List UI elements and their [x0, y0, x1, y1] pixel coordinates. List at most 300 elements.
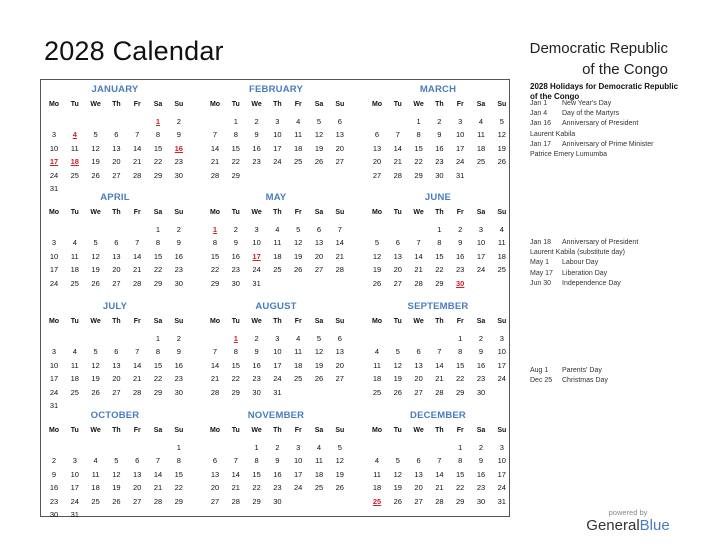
- day-cell: 14: [335, 238, 344, 248]
- day-cell: 10: [497, 456, 506, 466]
- weekday-header: Sa: [314, 209, 324, 216]
- day-cell: 10: [49, 360, 59, 370]
- weekday-header: Mo: [209, 101, 221, 108]
- day-cell: 10: [497, 347, 506, 357]
- day-cell: 8: [458, 456, 463, 466]
- day-cell: 8: [458, 347, 463, 357]
- month-name: APRIL: [100, 192, 130, 203]
- day-cell: 2: [233, 225, 238, 234]
- day-cell: 28: [210, 170, 220, 180]
- day-cell: 23: [252, 157, 261, 167]
- calendar-grid: [40, 79, 510, 517]
- day-cell: 14: [435, 469, 444, 479]
- day-cell: 15: [174, 469, 183, 479]
- day-cell: 1: [233, 117, 238, 126]
- day-cell: 8: [212, 238, 218, 248]
- day-cell: 3: [254, 225, 259, 234]
- day-cell: 8: [155, 238, 161, 248]
- day-cell: 16: [456, 251, 465, 261]
- day-cell: 29: [414, 170, 423, 180]
- day-cell: 16: [476, 360, 486, 370]
- day-cell: 7: [437, 347, 442, 357]
- month-name: DECEMBER: [410, 410, 466, 421]
- day-cell: 6: [337, 334, 342, 343]
- day-cell: 12: [294, 238, 303, 248]
- day-cell: 27: [414, 496, 423, 506]
- day-cell: 18: [294, 143, 303, 153]
- day-cell: 2: [478, 334, 484, 343]
- weekday-header: Su: [497, 318, 507, 325]
- weekday-header: Fr: [294, 318, 302, 325]
- day-cell: 7: [155, 456, 161, 466]
- day-cell: 12: [393, 360, 402, 370]
- day-cell: 27: [133, 496, 142, 506]
- day-cell: 26: [372, 278, 382, 288]
- day-cell: 6: [212, 456, 218, 466]
- weekday-header: Th: [112, 318, 121, 325]
- day-cell: 21: [133, 374, 142, 384]
- day-cell: 7: [135, 347, 140, 357]
- month-name: JUNE: [424, 192, 452, 203]
- day-cell: 21: [435, 374, 444, 384]
- day-cell: 29: [456, 387, 465, 397]
- day-cell: 14: [133, 360, 142, 370]
- holiday-date: Jan 1: [530, 100, 548, 107]
- month-april: [44, 192, 186, 299]
- day-cell: 28: [435, 387, 444, 397]
- day-cell: 9: [458, 238, 463, 248]
- day-cell: 26: [335, 483, 344, 493]
- day-cell: 20: [112, 265, 121, 275]
- day-cell: 21: [393, 157, 402, 167]
- day-cell: 9: [176, 238, 181, 248]
- weekday-header: Mo: [209, 209, 221, 216]
- day-cell: 30: [252, 387, 261, 397]
- weekday-header: We: [251, 318, 262, 325]
- weekday-header: Fr: [294, 209, 302, 216]
- day-cell: 27: [414, 387, 423, 397]
- day-cell: 27: [210, 496, 220, 506]
- weekday-header: Tu: [231, 101, 240, 108]
- day-cell: 12: [393, 469, 402, 479]
- day-cell: 20: [112, 157, 121, 167]
- day-cell: 20: [393, 265, 402, 275]
- weekday-header: We: [90, 209, 101, 216]
- holiday-day-cell: 18: [70, 157, 79, 167]
- day-cell: 24: [70, 496, 79, 506]
- holiday-name: Independence Day: [562, 279, 621, 287]
- day-cell: 20: [414, 374, 423, 384]
- day-cell: 31: [49, 184, 59, 193]
- day-cell: 19: [294, 251, 303, 261]
- day-cell: 16: [174, 251, 183, 261]
- day-cell: 19: [372, 265, 382, 275]
- weekday-header: Fr: [294, 101, 302, 108]
- weekday-header: Sa: [153, 101, 163, 108]
- day-cell: 13: [393, 251, 402, 261]
- day-cell: 15: [153, 360, 163, 370]
- holiday-entry: [530, 269, 690, 279]
- day-cell: 9: [51, 469, 57, 479]
- day-cell: 15: [456, 469, 465, 479]
- weekday-header: Th: [273, 318, 282, 325]
- day-cell: 23: [49, 496, 59, 506]
- day-cell: 6: [416, 347, 421, 357]
- day-cell: 11: [273, 238, 282, 248]
- weekday-header: Fr: [456, 427, 464, 434]
- weekday-header: Su: [497, 209, 507, 216]
- weekday-header: Mo: [371, 101, 383, 108]
- day-cell: 10: [456, 130, 465, 140]
- weekday-header: Mo: [48, 318, 60, 325]
- day-cell: 23: [435, 157, 444, 167]
- day-cell: 4: [72, 347, 77, 357]
- day-cell: 22: [456, 483, 465, 493]
- day-cell: 30: [476, 387, 486, 397]
- day-cell: 8: [233, 130, 238, 140]
- weekday-header: We: [413, 209, 424, 216]
- weekday-header: We: [413, 318, 424, 325]
- day-cell: 30: [174, 278, 183, 288]
- month-march: [367, 84, 509, 191]
- weekday-header: Tu: [393, 101, 402, 108]
- day-cell: 26: [314, 157, 324, 167]
- day-cell: 15: [456, 360, 465, 370]
- day-cell: 27: [393, 278, 402, 288]
- day-cell: 10: [476, 238, 486, 248]
- day-cell: 18: [476, 143, 486, 153]
- day-cell: 20: [414, 483, 423, 493]
- holiday-entry: [530, 130, 690, 140]
- day-cell: 7: [437, 456, 442, 466]
- weekday-header: Tu: [231, 427, 240, 434]
- day-cell: 18: [70, 265, 79, 275]
- day-cell: 23: [476, 483, 486, 493]
- holiday-entry: [530, 238, 690, 248]
- day-cell: 3: [296, 443, 301, 452]
- day-cell: 21: [153, 483, 163, 493]
- day-cell: 25: [294, 157, 303, 167]
- weekday-header: Sa: [476, 427, 486, 434]
- weekday-header: We: [90, 427, 101, 434]
- day-cell: 16: [435, 143, 444, 153]
- day-cell: 6: [316, 225, 322, 234]
- day-cell: 19: [91, 374, 100, 384]
- holiday-entry: [530, 376, 690, 386]
- day-cell: 27: [372, 170, 382, 180]
- day-cell: 7: [212, 130, 218, 140]
- weekday-header: Tu: [393, 318, 402, 325]
- day-cell: 26: [393, 387, 402, 397]
- day-cell: 22: [153, 374, 163, 384]
- day-cell: 10: [49, 143, 59, 153]
- day-cell: 1: [254, 443, 259, 452]
- day-cell: 4: [499, 225, 504, 234]
- month-name: NOVEMBER: [247, 410, 305, 421]
- month-february: [205, 84, 347, 191]
- day-cell: 31: [273, 387, 282, 397]
- day-cell: 17: [49, 265, 59, 275]
- day-cell: 12: [335, 456, 344, 466]
- day-cell: 28: [393, 170, 402, 180]
- day-cell: 8: [233, 347, 238, 357]
- day-cell: 3: [499, 443, 504, 452]
- day-cell: 25: [314, 483, 324, 493]
- day-cell: 28: [435, 496, 444, 506]
- holiday-group-1: [530, 99, 690, 160]
- day-cell: 19: [91, 265, 100, 275]
- day-cell: 6: [135, 456, 140, 466]
- day-cell: 8: [437, 238, 442, 248]
- day-cell: 7: [135, 130, 140, 140]
- day-cell: 5: [93, 238, 98, 248]
- day-cell: 4: [316, 443, 322, 452]
- day-cell: 28: [335, 265, 344, 275]
- day-cell: 20: [335, 360, 344, 370]
- day-cell: 14: [210, 360, 220, 370]
- day-cell: 3: [72, 456, 77, 466]
- day-cell: 14: [435, 360, 444, 370]
- day-cell: 17: [294, 469, 303, 479]
- day-cell: 11: [477, 130, 485, 140]
- brand-powered-by: powered by: [608, 508, 648, 517]
- weekday-header: Fr: [456, 101, 464, 108]
- country-line-2: of the Congo: [582, 61, 668, 78]
- day-cell: 12: [91, 251, 100, 261]
- day-cell: 29: [435, 278, 444, 288]
- day-cell: 22: [210, 265, 220, 275]
- day-cell: 12: [497, 130, 506, 140]
- month-january: [44, 84, 186, 191]
- day-cell: 28: [210, 387, 220, 397]
- day-cell: 29: [252, 496, 261, 506]
- holiday-day-cell: 30: [456, 278, 465, 288]
- day-cell: 25: [70, 170, 79, 180]
- day-cell: 12: [314, 347, 324, 357]
- day-cell: 16: [252, 360, 261, 370]
- weekday-header: We: [251, 101, 262, 108]
- day-cell: 22: [456, 374, 465, 384]
- weekday-header: Tu: [70, 427, 79, 434]
- weekday-header: Su: [174, 318, 184, 325]
- day-cell: 14: [133, 143, 142, 153]
- holiday-day-cell: 25: [372, 496, 382, 506]
- day-cell: 15: [231, 360, 240, 370]
- country-line-1: Democratic Republic: [529, 40, 668, 57]
- day-cell: 18: [372, 483, 382, 493]
- day-cell: 10: [273, 347, 282, 357]
- day-cell: 5: [499, 117, 504, 126]
- day-cell: 30: [231, 278, 240, 288]
- holiday-name: Liberation Day: [562, 269, 608, 277]
- day-cell: 11: [294, 347, 303, 357]
- day-cell: 30: [174, 170, 183, 180]
- weekday-header: We: [90, 101, 101, 108]
- day-cell: 29: [153, 170, 163, 180]
- day-cell: 28: [153, 496, 163, 506]
- day-cell: 30: [174, 387, 183, 397]
- day-cell: 11: [70, 251, 79, 261]
- day-cell: 4: [93, 456, 98, 466]
- month-name: SEPTEMBER: [407, 301, 469, 312]
- day-cell: 23: [273, 483, 282, 493]
- day-cell: 2: [176, 225, 181, 234]
- month-june: [367, 192, 509, 299]
- day-cell: 22: [174, 483, 183, 493]
- weekday-header: Su: [497, 427, 507, 434]
- holiday-date: Jan 16: [530, 120, 552, 128]
- day-cell: 15: [252, 469, 261, 479]
- weekday-header: Sa: [153, 209, 163, 216]
- day-cell: 28: [231, 496, 240, 506]
- day-cell: 6: [374, 130, 380, 140]
- day-cell: 11: [91, 469, 100, 479]
- weekday-header: Fr: [456, 318, 464, 325]
- day-cell: 18: [372, 374, 382, 384]
- day-cell: 7: [135, 238, 140, 248]
- day-cell: 9: [478, 347, 484, 357]
- weekday-header: Sa: [153, 427, 163, 434]
- day-cell: 6: [114, 130, 119, 140]
- weekday-header: Mo: [48, 101, 60, 108]
- day-cell: 4: [374, 347, 380, 357]
- day-cell: 6: [395, 238, 400, 248]
- day-cell: 17: [70, 483, 79, 493]
- day-cell: 10: [70, 469, 79, 479]
- holiday-group-3: [530, 366, 690, 386]
- weekday-header: Su: [174, 427, 184, 434]
- day-cell: 6: [114, 238, 119, 248]
- day-cell: 19: [393, 374, 402, 384]
- holiday-day-cell: 1: [155, 117, 161, 126]
- holiday-date: Aug 1: [530, 367, 549, 374]
- day-cell: 24: [273, 374, 282, 384]
- day-cell: 9: [437, 130, 442, 140]
- day-cell: 24: [252, 265, 261, 275]
- month-september: [367, 301, 509, 408]
- day-cell: 29: [210, 278, 220, 288]
- holiday-name: Anniversary of President: [562, 239, 639, 246]
- day-cell: 31: [497, 496, 506, 506]
- month-august: [205, 301, 347, 408]
- holiday-date: May 17: [530, 269, 553, 277]
- weekday-header: We: [251, 209, 262, 216]
- day-cell: 3: [51, 347, 57, 357]
- holiday-entry: [530, 109, 690, 119]
- weekday-header: Fr: [294, 427, 302, 434]
- month-name: OCTOBER: [90, 410, 140, 421]
- weekday-header: Fr: [456, 209, 464, 216]
- day-cell: 2: [254, 117, 259, 126]
- day-cell: 14: [210, 143, 220, 153]
- day-cell: 5: [395, 456, 400, 466]
- day-cell: 22: [153, 157, 163, 167]
- weekday-header: Mo: [209, 427, 221, 434]
- weekday-header: Mo: [371, 427, 383, 434]
- weekday-header: Su: [174, 101, 184, 108]
- day-cell: 30: [476, 496, 486, 506]
- day-cell: 24: [497, 374, 506, 384]
- holiday-entry: [530, 99, 690, 109]
- day-cell: 16: [231, 251, 240, 261]
- day-cell: 24: [273, 157, 282, 167]
- weekday-header: Sa: [153, 318, 163, 325]
- day-cell: 24: [49, 170, 59, 180]
- day-cell: 30: [435, 170, 444, 180]
- weekday-header: Mo: [48, 427, 60, 434]
- day-cell: 9: [478, 456, 484, 466]
- day-cell: 13: [414, 469, 423, 479]
- holiday-date: Jan 18: [530, 239, 552, 246]
- weekday-header: Tu: [231, 318, 240, 325]
- holiday-day-cell: 16: [174, 143, 183, 153]
- day-cell: 14: [133, 251, 142, 261]
- day-cell: 4: [275, 225, 280, 234]
- page-title: 2028 Calendar: [44, 36, 224, 66]
- day-cell: 3: [478, 225, 484, 234]
- day-cell: 8: [254, 456, 259, 466]
- day-cell: 28: [414, 278, 423, 288]
- day-cell: 11: [70, 143, 79, 153]
- weekday-header: Th: [435, 318, 444, 325]
- day-cell: 13: [210, 469, 220, 479]
- month-name: MARCH: [419, 84, 457, 95]
- day-cell: 25: [70, 278, 79, 288]
- day-cell: 4: [374, 456, 380, 466]
- month-october: [44, 410, 186, 517]
- day-cell: 17: [497, 360, 506, 370]
- day-cell: 22: [153, 265, 163, 275]
- holiday-name: Parents' Day: [562, 367, 602, 374]
- weekday-header: Th: [112, 427, 121, 434]
- day-cell: 14: [153, 469, 163, 479]
- holiday-entry: [530, 248, 690, 258]
- weekday-header: Fr: [133, 427, 141, 434]
- day-cell: 9: [176, 347, 181, 357]
- day-cell: 22: [435, 265, 444, 275]
- holiday-group-2: [530, 238, 690, 289]
- weekday-header: Su: [174, 209, 184, 216]
- day-cell: 1: [155, 225, 161, 234]
- day-cell: 22: [252, 483, 261, 493]
- day-cell: 11: [315, 456, 323, 466]
- holiday-name: Labour Day: [562, 259, 599, 267]
- holiday-name: Anniversary of President: [562, 120, 639, 128]
- day-cell: 20: [372, 157, 382, 167]
- weekday-header: Tu: [70, 209, 79, 216]
- brand-blue: Blue: [639, 517, 670, 534]
- holiday-date: Jan 4: [530, 110, 548, 118]
- day-cell: 27: [314, 265, 324, 275]
- day-cell: 22: [414, 157, 423, 167]
- day-cell: 24: [456, 157, 465, 167]
- day-cell: 23: [252, 374, 261, 384]
- day-cell: 24: [497, 483, 506, 493]
- holidays-title: 2028 Holidays for Democratic Republic of the Congo: [530, 82, 679, 101]
- day-cell: 3: [458, 117, 463, 126]
- day-cell: 31: [70, 510, 79, 519]
- day-cell: 18: [294, 360, 303, 370]
- day-cell: 21: [231, 483, 240, 493]
- day-cell: 31: [456, 170, 465, 180]
- day-cell: 1: [176, 443, 181, 452]
- month-name: AUGUST: [255, 301, 297, 312]
- day-cell: 19: [314, 143, 324, 153]
- day-cell: 5: [395, 347, 400, 357]
- day-cell: 5: [374, 238, 380, 248]
- day-cell: 29: [231, 170, 240, 180]
- day-cell: 4: [296, 117, 301, 126]
